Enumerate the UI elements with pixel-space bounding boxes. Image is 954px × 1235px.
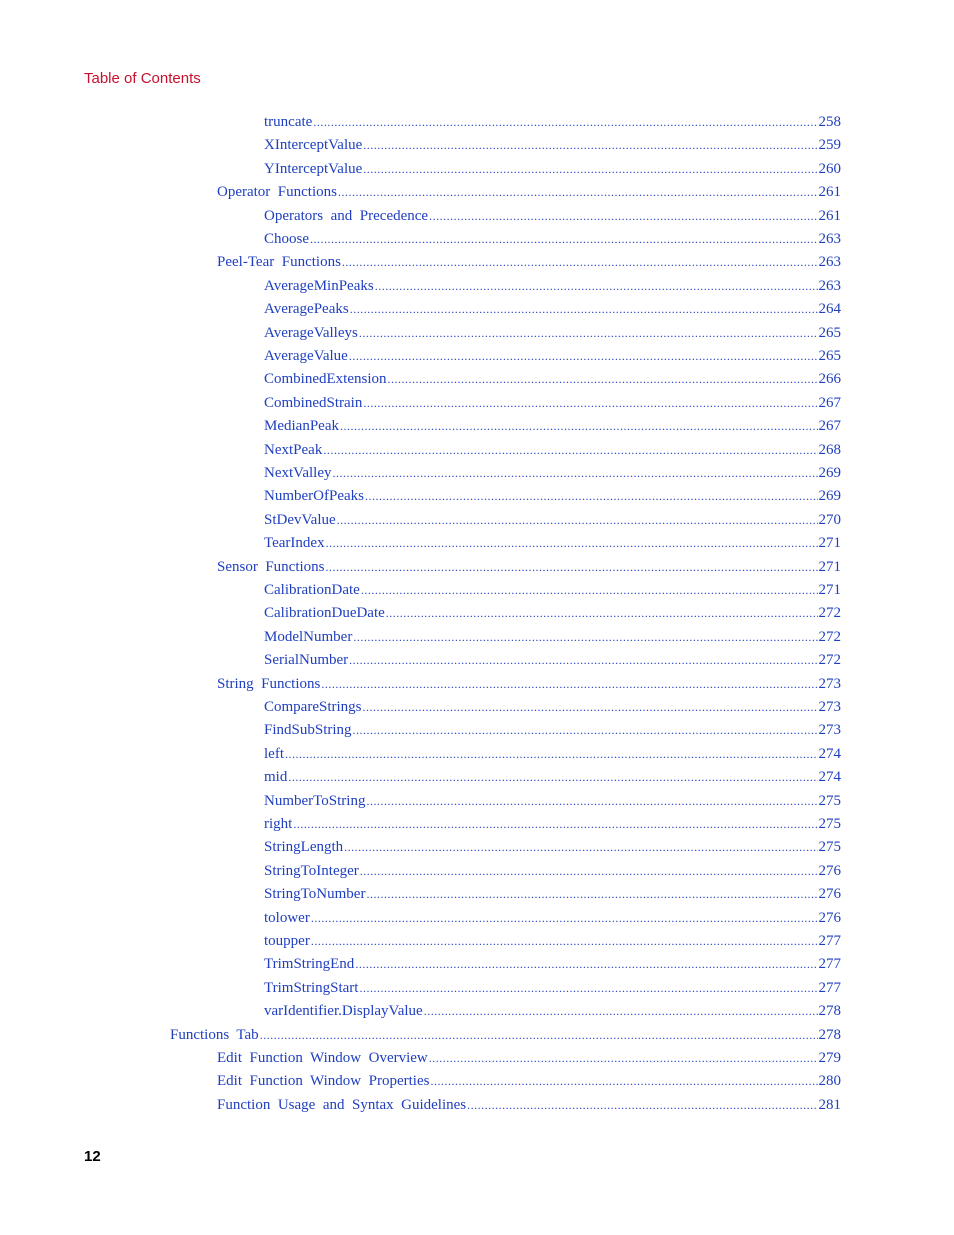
toc-entry[interactable]: [264, 111, 841, 133]
toc-leader-dots: [388, 368, 818, 390]
page-number: 12: [84, 1148, 101, 1165]
toc-entry[interactable]: [264, 696, 841, 718]
toc-entry[interactable]: [217, 1094, 841, 1116]
toc-entry-page[interactable]: 261: [818, 184, 841, 201]
toc-entry-page[interactable]: 261: [818, 207, 841, 224]
toc-entry[interactable]: [264, 532, 841, 554]
toc-entry-label[interactable]: AverageValleys: [264, 324, 358, 341]
toc-entry[interactable]: [264, 836, 841, 858]
toc-entry-page[interactable]: 278: [818, 1003, 841, 1020]
toc-entry-page[interactable]: 272: [818, 652, 841, 669]
toc-entry-label[interactable]: truncate: [264, 114, 313, 130]
toc-leader-dots: [429, 1047, 818, 1069]
toc-leader-dots: [467, 1094, 817, 1116]
toc-entry-label[interactable]: CalibrationDueDate: [264, 605, 385, 622]
toc-entry-label[interactable]: FindSubString: [264, 722, 352, 739]
toc-entry-label[interactable]: StDevValue: [264, 511, 336, 528]
toc-entry[interactable]: [264, 462, 841, 484]
toc-entry-page[interactable]: 267: [818, 418, 841, 435]
toc-leader-dots: [363, 696, 818, 718]
toc-entry-page[interactable]: 271: [818, 535, 841, 552]
toc-entry[interactable]: [264, 953, 841, 975]
toc-entry-page[interactable]: 271: [818, 582, 841, 598]
toc-entry-page[interactable]: 276: [818, 909, 841, 926]
toc-entry-label[interactable]: Edit Function Window Properties: [217, 1073, 430, 1090]
toc-leader-dots: [323, 439, 817, 461]
toc-entry-page[interactable]: 263: [818, 231, 841, 247]
toc-entry[interactable]: [264, 345, 841, 367]
toc-entry-label[interactable]: StringToInteger: [264, 862, 359, 879]
toc-entry-page[interactable]: 269: [818, 488, 841, 505]
toc-entry-page[interactable]: 272: [818, 605, 841, 622]
toc-entry-page[interactable]: 276: [818, 886, 841, 903]
toc-entry[interactable]: [217, 673, 841, 695]
toc-entry-label[interactable]: XInterceptValue: [264, 137, 363, 154]
toc-leader-dots: [424, 1000, 818, 1022]
toc-entry-page[interactable]: 273: [818, 699, 841, 715]
toc-entry[interactable]: [264, 977, 841, 999]
toc-entry-page[interactable]: 278: [818, 1026, 841, 1043]
toc-entry-page[interactable]: 279: [818, 1050, 841, 1066]
toc-entry[interactable]: [264, 719, 841, 741]
toc-entry-page[interactable]: 280: [818, 1073, 841, 1090]
toc-entry-label[interactable]: NextPeak: [264, 441, 323, 458]
toc-leader-dots: [310, 228, 818, 250]
toc-leader-dots: [386, 602, 818, 624]
toc-entry-page[interactable]: 263: [818, 254, 841, 271]
toc-entry[interactable]: [264, 485, 841, 507]
toc-entry-label[interactable]: ModelNumber: [264, 628, 353, 645]
toc-entry[interactable]: [170, 1024, 841, 1046]
toc-entry-label[interactable]: right: [264, 816, 293, 832]
toc-entry-label[interactable]: SerialNumber: [264, 652, 349, 669]
toc-entry-label[interactable]: AveragePeaks: [264, 301, 349, 318]
toc-entry-label[interactable]: NumberOfPeaks: [264, 488, 364, 505]
toc-entry[interactable]: [264, 790, 841, 812]
toc-entry-label[interactable]: Sensor Functions: [217, 558, 325, 575]
toc-entry-page[interactable]: 276: [818, 862, 841, 879]
toc-entry-page[interactable]: 265: [818, 348, 841, 364]
toc-entry[interactable]: [217, 1070, 841, 1092]
toc-entry[interactable]: [264, 813, 841, 835]
toc-entry[interactable]: [264, 860, 841, 882]
toc-entry[interactable]: [264, 743, 841, 765]
toc-entry-label[interactable]: Operator Functions: [217, 184, 337, 201]
toc-entry[interactable]: [264, 228, 841, 250]
toc-leader-dots: [285, 743, 818, 765]
toc-entry-label[interactable]: TrimStringStart: [264, 979, 359, 996]
toc-leader-dots: [326, 532, 818, 554]
toc-entry-label[interactable]: Functions Tab: [170, 1026, 259, 1043]
toc-leader-dots: [349, 649, 817, 671]
toc-entry-page[interactable]: 274: [818, 745, 841, 762]
toc-leader-dots: [360, 860, 818, 882]
toc-entry[interactable]: [217, 556, 841, 578]
toc-leader-dots: [332, 462, 817, 484]
toc-entry-page[interactable]: 260: [818, 160, 841, 177]
toc-entry-label[interactable]: NextValley: [264, 465, 332, 481]
toc-entry-page[interactable]: 264: [818, 301, 841, 318]
toc-entry-label[interactable]: Choose: [264, 231, 309, 247]
toc-entry-label[interactable]: left: [264, 745, 284, 762]
toc-entry[interactable]: [264, 649, 841, 671]
toc-entry-label[interactable]: Function Usage and Syntax Guidelines: [217, 1096, 467, 1113]
toc-leader-dots: [365, 485, 818, 507]
toc-leader-dots: [359, 322, 818, 344]
toc-entry-label[interactable]: tolower: [264, 909, 310, 926]
toc-entry-label[interactable]: mid: [264, 769, 288, 786]
page-header-title: Table of Contents: [84, 70, 201, 87]
toc-entry-label[interactable]: Peel-Tear Functions: [217, 254, 341, 271]
toc-entry-page[interactable]: 258: [818, 114, 841, 130]
toc-entry[interactable]: [217, 181, 841, 203]
toc-leader-dots: [429, 205, 817, 227]
toc-leader-dots: [363, 158, 817, 180]
toc-entry-page[interactable]: 281: [818, 1096, 841, 1113]
toc-entry-page[interactable]: 268: [818, 441, 841, 458]
toc-leader-dots: [353, 626, 817, 648]
toc-entry[interactable]: [264, 415, 841, 437]
toc-leader-dots: [311, 907, 818, 929]
toc-entry-page[interactable]: 270: [818, 511, 841, 528]
toc-entry[interactable]: [264, 439, 841, 461]
toc-leader-dots: [366, 790, 817, 812]
toc-entry-label[interactable]: AverageMinPeaks: [264, 277, 374, 294]
toc-leader-dots: [338, 181, 818, 203]
toc-entry-label[interactable]: CombinedExtension: [264, 371, 387, 388]
toc-entry-label[interactable]: StringToNumber: [264, 886, 366, 903]
toc-leader-dots: [326, 556, 818, 578]
toc-entry[interactable]: [264, 602, 841, 624]
toc-leader-dots: [344, 836, 817, 858]
toc-entry-page[interactable]: 275: [818, 792, 841, 809]
toc-entry-page[interactable]: 272: [818, 628, 841, 645]
toc-entry-page[interactable]: 277: [818, 979, 841, 996]
toc-leader-dots: [350, 298, 818, 320]
toc-entry[interactable]: [217, 251, 841, 273]
toc-entry-label[interactable]: CalibrationDate: [264, 582, 360, 598]
toc-leader-dots: [313, 111, 817, 133]
toc-leader-dots: [430, 1070, 817, 1092]
toc-entry-page[interactable]: 266: [818, 371, 841, 388]
toc-entry-label[interactable]: String Functions: [217, 675, 321, 692]
toc-entry[interactable]: [264, 205, 841, 227]
toc-leader-dots: [349, 345, 818, 367]
toc-entry-label[interactable]: Edit Function Window Overview: [217, 1050, 428, 1066]
toc-leader-dots: [375, 275, 818, 297]
toc-entry-page[interactable]: 277: [818, 933, 841, 949]
toc-entry-label[interactable]: TearIndex: [264, 535, 325, 552]
toc-entry-page[interactable]: 265: [818, 324, 841, 341]
toc-leader-dots: [359, 977, 817, 999]
toc-entry[interactable]: [264, 766, 841, 788]
toc-entry-label[interactable]: CombinedStrain: [264, 394, 363, 411]
toc-leader-dots: [342, 251, 818, 273]
toc-entry[interactable]: [264, 392, 841, 414]
toc-entry[interactable]: [264, 1000, 841, 1022]
toc-entry[interactable]: [264, 134, 841, 156]
toc-leader-dots: [361, 579, 818, 601]
toc-leader-dots: [288, 766, 817, 788]
toc-entry-page[interactable]: 259: [818, 137, 841, 154]
toc-leader-dots: [311, 930, 818, 952]
toc-entry-label[interactable]: varIdentifier.DisplayValue: [264, 1003, 423, 1020]
toc-entry[interactable]: [264, 275, 841, 297]
toc-leader-dots: [363, 134, 817, 156]
toc-entry[interactable]: [264, 158, 841, 180]
toc-entry-label[interactable]: NumberToString: [264, 792, 366, 809]
toc-entry[interactable]: [264, 322, 841, 344]
toc-entry[interactable]: [264, 298, 841, 320]
toc-entry[interactable]: [264, 509, 841, 531]
toc-entry-page[interactable]: 267: [818, 394, 841, 411]
toc-entry-page[interactable]: 275: [818, 839, 841, 856]
toc-leader-dots: [293, 813, 817, 835]
toc-leader-dots: [353, 719, 818, 741]
toc-leader-dots: [337, 509, 818, 531]
toc-leader-dots: [260, 1024, 818, 1046]
toc-entry[interactable]: [217, 1047, 841, 1069]
toc-entry-label[interactable]: toupper: [264, 933, 310, 949]
toc-entry-page[interactable]: 263: [818, 277, 841, 294]
toc-entry-page[interactable]: 277: [818, 956, 841, 973]
toc-entry-page[interactable]: 269: [818, 465, 841, 481]
toc-entry-page[interactable]: 273: [818, 675, 841, 692]
toc-leader-dots: [366, 883, 817, 905]
toc-entry-page[interactable]: 273: [818, 722, 841, 739]
toc-leader-dots: [321, 673, 817, 695]
toc-entry-page[interactable]: 274: [818, 769, 841, 786]
toc-entry[interactable]: [264, 907, 841, 929]
toc-entry-label[interactable]: StringLength: [264, 839, 344, 856]
toc-leader-dots: [340, 415, 818, 437]
toc-entry[interactable]: [264, 626, 841, 648]
toc-entry-page[interactable]: 271: [818, 558, 841, 575]
toc-entry-label[interactable]: Operators and Precedence: [264, 207, 429, 224]
toc-entry-label[interactable]: TrimStringEnd: [264, 956, 355, 973]
toc-entry[interactable]: [264, 883, 841, 905]
toc-entry-label[interactable]: CompareStrings: [264, 699, 362, 715]
toc-entry[interactable]: [264, 579, 841, 601]
toc-leader-dots: [363, 392, 817, 414]
toc-entry[interactable]: [264, 930, 841, 952]
toc-entry-label[interactable]: YInterceptValue: [264, 160, 363, 177]
toc-entry-label[interactable]: AverageValue: [264, 348, 348, 364]
toc-entry[interactable]: [264, 368, 841, 390]
toc-entry-page[interactable]: 275: [818, 816, 841, 832]
toc-leader-dots: [355, 953, 817, 975]
toc-entry-label[interactable]: MedianPeak: [264, 418, 339, 435]
